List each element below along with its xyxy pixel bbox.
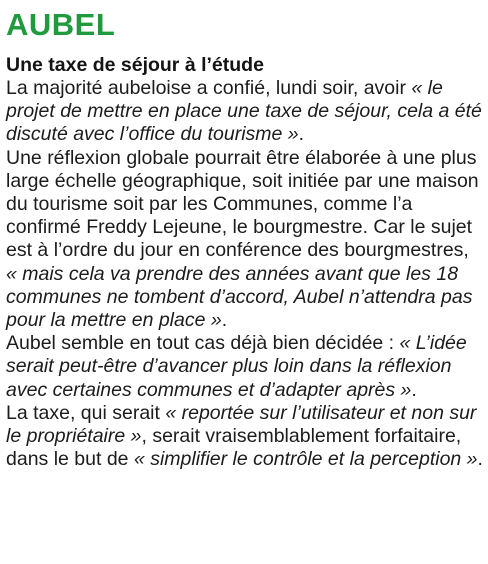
article-body	[6, 77, 484, 471]
text-run: .	[298, 123, 305, 146]
quote-run: « le projet de mettre en place une taxe de séjour, cela a été discuté avec l’office du tourisme »	[6, 77, 482, 146]
paragraph-4	[6, 402, 484, 472]
paragraph-2	[6, 147, 484, 333]
article-headline: Une taxe de séjour à l’étude	[6, 54, 264, 76]
text-run: La taxe, qui serait	[6, 401, 166, 424]
article	[6, 0, 484, 471]
text-run: , serait vraisemblablement forfaitaire, dans le but de	[6, 425, 462, 471]
quote-run: « mais cela va prendre des années avant que les 18 communes ne tombent d’accord, Aubel n’attendra pas pour la mettre en place »	[6, 262, 473, 332]
text-run: Une réflexion globale pourrait être élaborée à une plus large échelle géographique, soit initiée par une maison du tourisme soit par les Communes, comme l’a confirmé Freddy Lejeune, le bourgmestre. Car le sujet est à l’ordre du jour en conférence des bourgmestres,	[6, 146, 479, 262]
article-kicker: AUBEL	[6, 7, 116, 42]
text-run: La majorité aubeloise a confié, lundi soir, avoir	[6, 77, 412, 99]
text-run: .	[221, 309, 228, 332]
quote-run: « L’idée serait peut-être d’avancer plus loin dans la réflexion avec certaines communes et d’adapter après »	[6, 332, 467, 401]
text-run: .	[477, 448, 483, 471]
quote-run: « simplifier le contrôle et la perception »	[133, 448, 478, 471]
paragraph-3	[6, 332, 484, 402]
text-run: Aubel semble en tout cas déjà bien décidée :	[6, 332, 400, 355]
paragraph-1	[6, 77, 484, 147]
quote-run: « reportée sur l’utilisateur et non sur le propriétaire »	[6, 401, 477, 448]
text-run: .	[411, 378, 417, 401]
